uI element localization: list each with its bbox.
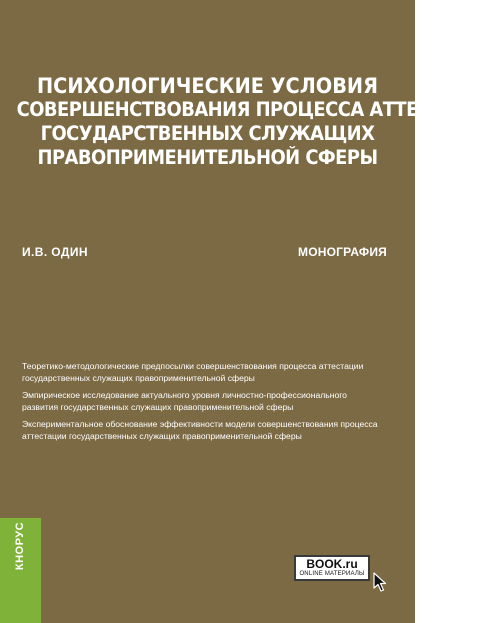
title-line-2: СОВЕРШЕНСТВОВАНИЯ ПРОЦЕССА АТТЕСТАЦИИ [16, 98, 500, 121]
genre-label: МОНОГРАФИЯ [298, 245, 387, 259]
abstract-item: Теоретико-методологические предпосылки совершенствования процесса аттестации государственных служащих правоприменительной сферы [22, 361, 364, 383]
book-ru-badge[interactable] [294, 555, 370, 581]
title-line-4: ПРАВОПРИМЕНИТЕЛЬНОЙ СФЕРЫ [37, 146, 378, 169]
publisher-name: КНОРУС [14, 521, 26, 571]
cursor-icon [373, 572, 387, 592]
title-line-3: ГОСУДАРСТВЕННЫХ СЛУЖАЩИХ [40, 122, 375, 145]
abstract-list [22, 361, 382, 448]
title-line-1: ПСИХОЛОГИЧЕСКИЕ УСЛОВИЯ [36, 74, 378, 98]
book-title [0, 74, 500, 170]
badge-brand: BOOK.ru [306, 557, 358, 571]
author-name: И.В. ОДИН [22, 245, 88, 259]
badge-subtitle: ONLINE МАТЕРИАЛЫ [299, 571, 365, 577]
abstract-item: Экспериментальное обоснование эффективности модели совершенствования процесса аттестации государственных служащих правоприменительной сферы [22, 419, 378, 441]
abstract-item: Эмпирическое исследование актуального уровня личностно-профессионального развития государственных служащих правоприменительной сферы [22, 390, 347, 412]
